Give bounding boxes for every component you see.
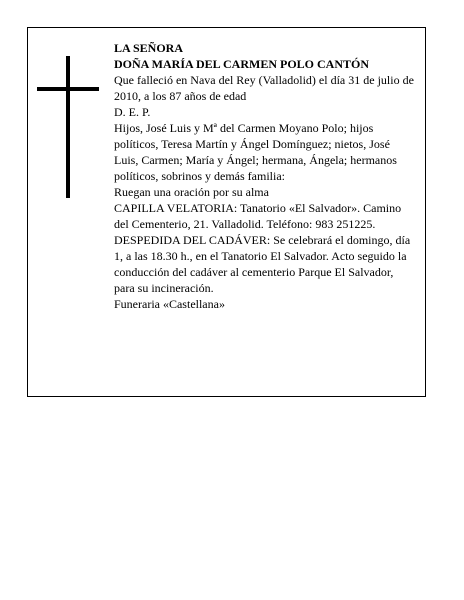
notice-text xyxy=(114,40,414,312)
notice-heading: LA SEÑORA xyxy=(114,41,184,55)
funeral-home: Funeraria «Castellana» xyxy=(114,297,225,311)
chapel-info: CAPILLA VELATORIA: Tanatorio «El Salvador». Camino del Cementerio, 21. Valladolid. Teléfono: 983 251225. xyxy=(114,201,402,231)
cross-vertical-bar xyxy=(66,56,70,198)
rip-text: D. E. P. xyxy=(114,105,151,119)
family-list: Hijos, José Luis y Mª del Carmen Moyano Polo; hijos políticos, Teresa Martín y Ángel Domínguez; nietos, José Luis, Carmen; María y Ángel; hermana, Ángela; hermanos políticos, sobrinos y demás familia: xyxy=(114,121,397,183)
farewell-info: DESPEDIDA DEL CADÁVER: Se celebrará el domingo, día 1, a las 18.30 h., en el Tanatorio El Salvador. Acto seguido la conducción del cadáver al cementerio Parque El Salvador, para su incineración. xyxy=(114,233,411,295)
deceased-name: DOÑA MARÍA DEL CARMEN POLO CANTÓN xyxy=(114,57,370,71)
prayer-request: Ruegan una oración por su alma xyxy=(114,185,269,199)
death-details: Que falleció en Nava del Rey (Valladolid) el día 31 de julio de 2010, a los 87 años de edad xyxy=(114,73,414,103)
obituary-notice xyxy=(27,27,426,397)
cross-horizontal-bar xyxy=(37,87,99,91)
